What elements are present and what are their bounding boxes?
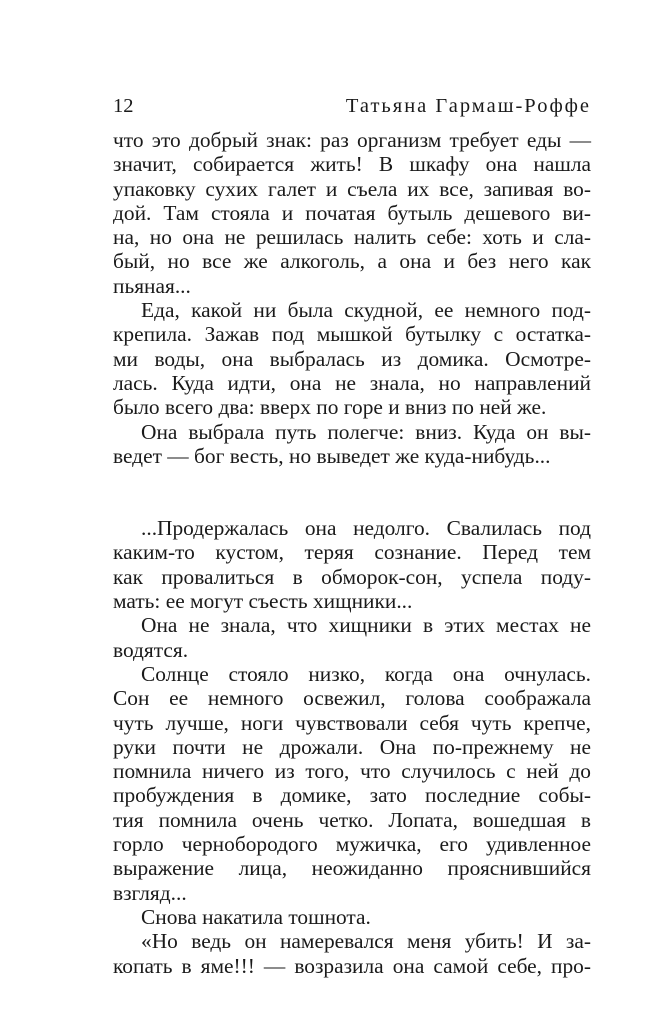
text-line: дой. Там стояла и початая бутыль дешевого ви-: [113, 200, 591, 225]
text-line: на, но она не решилась налить себе: хоть и сла-: [113, 225, 591, 250]
text-line: руки почти не дрожали. Она по-прежнему не: [113, 734, 591, 759]
text-line: лась. Куда идти, она не знала, но направлений: [113, 370, 591, 395]
text-line: было всего два: вверх по горе и вниз по ней же.: [113, 395, 547, 420]
paragraph: [113, 516, 591, 613]
text-line: значит, собирается жить! В шкафу она нашла: [113, 152, 591, 177]
text-line: Еда, какой ни была скудной, ее немного под-: [141, 298, 591, 323]
text-line: ведет — бог весть, но выведет же куда-нибудь...: [113, 443, 551, 468]
text-line: ...Продержалась она недолго. Свалилась под: [141, 516, 591, 541]
page-number: 12: [113, 95, 134, 117]
text-line: как провалиться в обморок-сон, успела поду-: [113, 564, 591, 589]
author-name: Татьяна Гармаш-Роффе: [345, 95, 591, 117]
text-line: крепила. Зажав под мышкой бутылку с остатка-: [113, 322, 591, 347]
text-line: Солнце стояло низко, когда она очнулась.: [141, 661, 591, 686]
section-break: [113, 468, 591, 516]
body-text: [113, 128, 591, 978]
paragraph: [113, 613, 591, 662]
running-header: [113, 94, 591, 128]
text-line: каким-то кустом, теряя сознание. Перед тем: [113, 540, 591, 565]
text-line: Снова накатила тошнота.: [141, 904, 371, 929]
text-line: водятся.: [113, 637, 189, 662]
text-line: бый, но все же алкоголь, а она и без него как: [113, 249, 591, 274]
text-line: мать: ее могут съесть хищники...: [113, 589, 413, 614]
paragraph: [113, 420, 591, 469]
text-line: ми воды, она выбралась из домика. Осмотре-: [113, 346, 591, 371]
text-line: копать в яме!!! — возразила она самой себе, про-: [113, 953, 591, 978]
text-line: взгляд...: [113, 880, 187, 905]
text-line: выражение лица, неожиданно прояснившийся: [113, 856, 591, 881]
text-line: помнила ничего из того, что случилось с ней до: [113, 759, 591, 784]
text-line: Она выбрала путь полегче: вниз. Куда он вы-: [141, 419, 591, 444]
text-line: Сон ее немного освежил, голова соображала: [113, 686, 591, 711]
paragraph: [113, 929, 591, 978]
text-line: тия помнила очень четко. Лопата, вошедшая в: [113, 807, 591, 832]
paragraph: [113, 128, 591, 298]
text-line: горло чернобородого мужичка, его удивленное: [113, 832, 591, 857]
book-page: [113, 94, 591, 978]
text-line: что это добрый знак: раз организм требует еды —: [113, 128, 591, 152]
text-line: «Но ведь он намеревался меня убить! И за-: [141, 929, 591, 954]
text-line: пробуждения в домике, зато последние собы-: [113, 783, 591, 808]
text-line: упаковку сухих галет и съела их все, запивая во-: [113, 176, 591, 201]
paragraph: [113, 662, 591, 905]
paragraph: [113, 298, 591, 419]
text-line: чуть лучше, ноги чувствовали себя чуть крепче,: [113, 710, 591, 735]
text-line: пьяная...: [113, 273, 191, 298]
paragraph: [113, 905, 591, 929]
text-line: Она не знала, что хищники в этих местах не: [141, 613, 591, 638]
